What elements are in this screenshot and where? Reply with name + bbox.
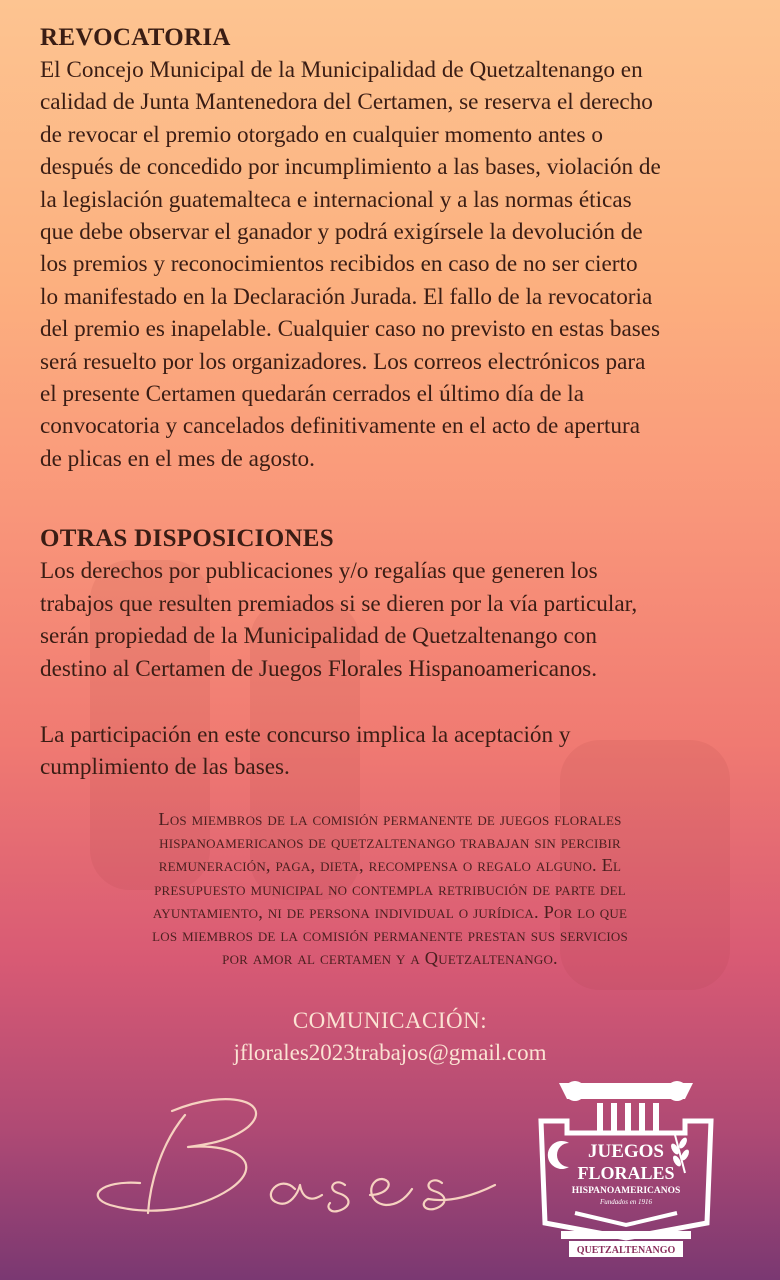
notice-line: Los miembros de la comisión permanente de juegos florales	[158, 809, 622, 829]
text-line: el presente Certamen quedarán cerrados el último día de la	[40, 381, 585, 408]
logo-tagline: Fundados en 1916	[599, 1198, 653, 1206]
text-line: calidad de Junta Mantenedora del Certamen, se reserva el derecho	[40, 89, 653, 116]
text-line: serán propiedad de la Municipalidad de Quetzaltenango con	[40, 623, 597, 650]
notice-line: los miembros de la comisión permanente prestan sus servicios	[152, 925, 628, 946]
logo-line3: HISPANOAMERICANOS	[571, 1186, 681, 1196]
notice-line: por amor al certamen y a Quetzaltenango.	[222, 948, 558, 969]
text-line: convocatoria y cancelados definitivamente en el acto de apertura	[40, 413, 640, 440]
text-line: destino al Certamen de Juegos Florales Hispanoamericanos.	[40, 655, 597, 682]
text-line: los premios y reconocimientos recibidos en caso de no ser cierto	[40, 251, 638, 278]
text-line: Los derechos por publicaciones y/o regalías que generen los	[40, 558, 598, 585]
text-line: La participación en este concurso implica la aceptación y	[40, 721, 571, 748]
logo-city: QUETZALTENANGO	[576, 1245, 676, 1256]
notice-line: hispanoamericanos de quetzaltenango trabajan sin percibir	[159, 832, 621, 853]
text-line: lo manifestado en la Declaración Jurada. El fallo de la revocatoria	[40, 283, 653, 310]
text-line: después de concedido por incumplimiento a las bases, violación de	[40, 154, 661, 181]
comunicacion-title: COMUNICACIÓN:	[292, 1008, 488, 1033]
commission-notice	[30, 808, 750, 970]
logo-line1: JUEGOS	[587, 1141, 665, 1162]
otras-disposiciones-body	[40, 555, 756, 685]
text-line: de plicas en el mes de agosto.	[40, 445, 315, 472]
notice-line: ayuntamiento, ni de persona individual o jurídica. Por lo que	[152, 901, 628, 922]
main-content	[40, 22, 756, 784]
logo-line2: FLORALES	[577, 1163, 675, 1183]
juegos-florales-logo	[535, 1073, 717, 1265]
bases-signature	[90, 1085, 510, 1225]
notice-line: presupuesto municipal no contempla retribución de parte del	[154, 878, 626, 899]
text-line: de revocar el premio otorgado en cualquier momento antes o	[40, 121, 603, 148]
revocatoria-heading: REVOCATORIA	[40, 24, 231, 51]
text-line: la legislación guatemalteca e internacional y a las normas éticas	[40, 186, 632, 213]
text-line: que debe observar el ganador y podrá exigírsele la devolución de	[40, 219, 643, 246]
text-line: del premio es inapelable. Cualquier caso no previsto en estas bases	[40, 316, 661, 343]
signature-label: Bases	[290, 1155, 293, 1156]
notice-line: remuneración, paga, dieta, recompensa o regalo alguno. El	[158, 855, 622, 876]
otras-disposiciones-heading: OTRAS DISPOSICIONES	[40, 525, 334, 553]
text-line: El Concejo Municipal de la Municipalidad de Quetzaltenango en	[40, 57, 643, 83]
text-line: será resuelto por los organizadores. Los correos electrónicos para	[40, 348, 646, 375]
text-line: cumplimiento de las bases.	[40, 754, 290, 781]
text-line: trabajos que resulten premiados si se dieren por la vía particular,	[40, 590, 638, 617]
participacion-body	[40, 719, 756, 784]
revocatoria-body	[40, 54, 756, 475]
contact-email[interactable]: jflorales2023trabajos@gmail.com	[233, 1040, 547, 1065]
